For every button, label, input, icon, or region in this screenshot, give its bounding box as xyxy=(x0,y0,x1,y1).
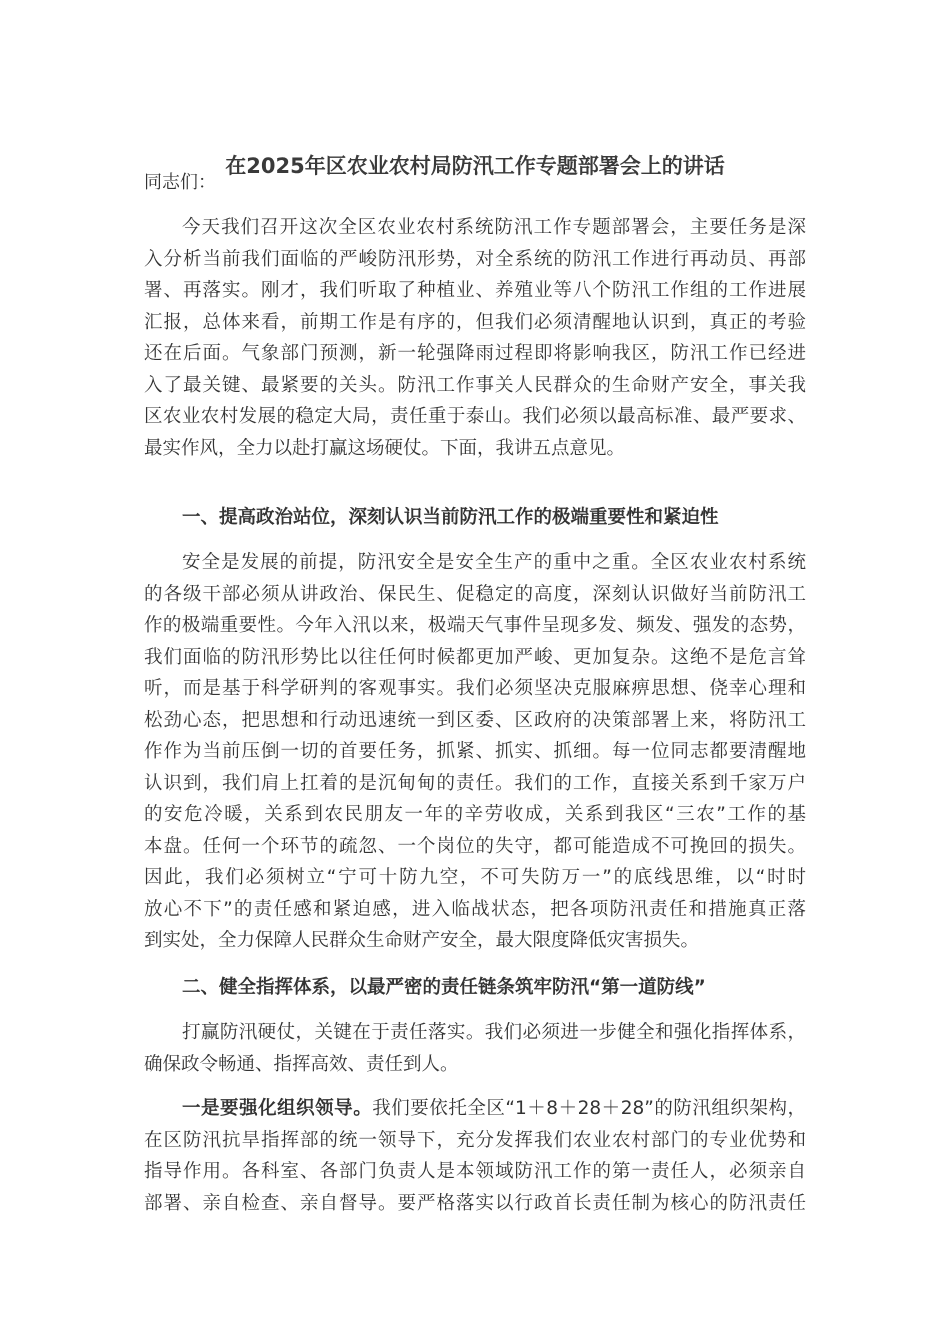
text-line: 汇报，总体来看，前期工作是有序的，但我们必须清醒地认识到，真正的考验 xyxy=(144,311,806,333)
paragraph-section-2 xyxy=(144,1017,806,1080)
text-line: 今天我们召开这次全区农业农村系统防汛工作专题部署会，主要任务是深 xyxy=(182,217,806,238)
text-line: 区农业农村发展的稳定大局，责任重于泰山。我们必须以最高标准、最严要求、 xyxy=(144,406,806,427)
text-line: 署、再落实。刚才，我们听取了种植业、养殖业等八个防汛工作组的工作进展 xyxy=(144,280,806,301)
text-line: 确保政令畅通、指挥高效、责任到人。 xyxy=(144,1053,459,1075)
text-line: 因此，我们必须树立“宁可十防九空，不可失防万一”的底线思维，以“时时 xyxy=(144,867,806,888)
paragraph-section-1 xyxy=(144,547,806,957)
text-line: 作的极端重要性。今年入汛以来，极端天气事件呈现多发、频发、强发的态势， xyxy=(144,615,806,636)
text-line: 打赢防汛硬仗，关键在于责任落实。我们必须进一步健全和强化指挥体系， xyxy=(182,1022,806,1043)
text-span: 我们要依托全区“1＋8＋28＋28”的防汛组织架构， xyxy=(372,1098,806,1119)
text-line: 安全是发展的前提，防汛安全是安全生产的重中之重。全区农业农村系统 xyxy=(182,552,806,573)
text-line: 作作为当前压倒一切的首要任务，抓紧、抓实、抓细。每一位同志都要清醒地 xyxy=(144,741,806,762)
text-line: 最实作风，全力以赴打赢这场硬仗。下面，我讲五点意见。 xyxy=(144,437,626,459)
bold-lead: 一是要强化组织领导。 xyxy=(182,1098,373,1119)
text-line: 松劲心态，把思想和行动迅速统一到区委、区政府的决策部署上来，将防汛工 xyxy=(144,709,806,731)
text-line: 指导作用。各科室、各部门负责人是本领域防汛工作的第一责任人，必须亲自 xyxy=(144,1161,806,1182)
paragraph-intro xyxy=(144,212,806,464)
text-line: 听，而是基于科学研判的客观事实。我们必须坚决克服麻痹思想、侥幸心理和 xyxy=(144,678,806,699)
text-line: 入分析当前我们面临的严峻防汛形势，对全系统的防汛工作进行再动员、再部 xyxy=(144,248,806,270)
text-line: 认识到，我们肩上扛着的是沉甸甸的责任。我们的工作，直接关系到千家万户 xyxy=(144,772,806,794)
text-line: 的安危冷暖，关系到农民朋友一年的辛劳收成，关系到我区“三农”工作的基 xyxy=(144,804,806,825)
text-line xyxy=(144,1093,806,1125)
paragraph-organization-leadership xyxy=(144,1093,806,1219)
document-title: 在2025年区农业农村局防汛工作专题部署会上的讲话 xyxy=(225,154,725,178)
text-line: 的各级干部必须从讲政治、保民生、促稳定的高度，深刻认识做好当前防汛工 xyxy=(144,583,806,605)
text-line: 放心不下”的责任感和紧迫感，进入临战状态，把各项防汛责任和措施真正落 xyxy=(144,898,806,920)
text-line: 我们面临的防汛形势比以往任何时候都更加严峻、更加复杂。这绝不是危言耸 xyxy=(144,646,806,668)
text-line: 在区防汛抗旱指挥部的统一领导下，充分发挥我们农业农村部门的专业优势和 xyxy=(144,1129,806,1151)
greeting: 同志们： xyxy=(144,172,216,193)
text-line: 入了最关键、最紧要的关头。防汛工作事关人民群众的生命财产安全，事关我 xyxy=(144,374,806,396)
text-line: 还在后面。气象部门预测，新一轮强降雨过程即将影响我区，防汛工作已经进 xyxy=(144,343,806,364)
text-line: 到实处，全力保障人民群众生命财产安全，最大限度降低灾害损失。 xyxy=(144,930,700,951)
text-line: 部署、亲自检查、亲自督导。要严格落实以行政首长责任制为核心的防汛责任 xyxy=(144,1192,806,1214)
text-line: 本盘。任何一个环节的疏忽、一个岗位的失守，都可能造成不可挽回的损失。 xyxy=(144,835,806,857)
section-heading-1: 一、提高政治站位，深刻认识当前防汛工作的极端重要性和紧迫性 xyxy=(182,507,719,528)
section-heading-2: 二、健全指挥体系，以最严密的责任链条筑牢防汛“第一道防线” xyxy=(182,977,706,998)
